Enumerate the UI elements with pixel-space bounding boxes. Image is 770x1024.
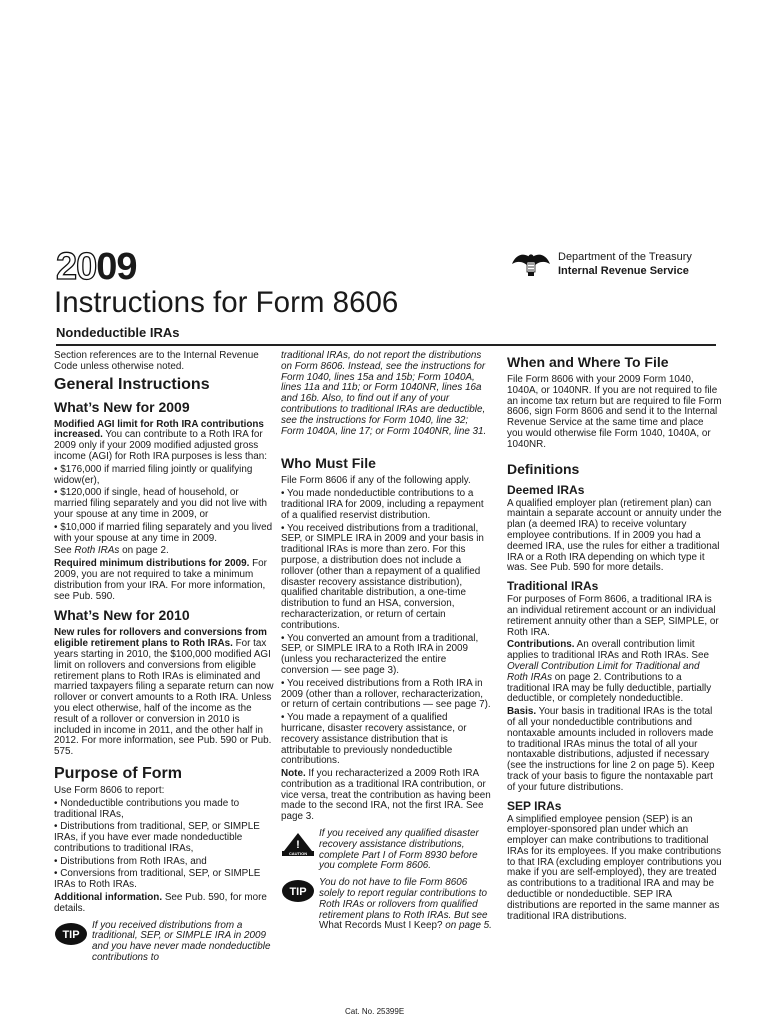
tax-year (56, 248, 137, 286)
catalog-number: Cat. No. 25399E (345, 1007, 405, 1016)
note-paragraph (281, 769, 493, 823)
who-intro: File Form 8606 if any of the following apply. (281, 475, 471, 487)
basis-text: Your basis in traditional IRAs is the total of all your nondeductible contributions and nontaxable amounts included in rollovers made to traditional IRAs minus the total of all your nontaxable distributions, adjusted if necessary (see the instructions for line 2 on page 5). Keep track of your basis to figure the nontaxable part of your future distributions. (507, 706, 715, 793)
tip-icon (54, 922, 88, 946)
agency-department: Department of the Treasury (558, 251, 692, 263)
purpose-bullet-1: • Nondeductible contributions you made to traditional IRAs, (54, 797, 240, 820)
column-middle (281, 351, 493, 932)
purpose-bullet-3: • Distributions from Roth IRAs, and (54, 855, 207, 867)
agi-limit-paragraph (54, 420, 274, 463)
purpose-intro: Use Form 8606 to report: (54, 784, 165, 796)
page-title: Instructions for Form 8606 (54, 286, 399, 319)
additional-info-text: See Pub. 590, for more details. (54, 892, 267, 914)
traditional-iras-heading: Traditional IRAs (507, 579, 599, 594)
whats-new-2009-heading: What’s New for 2009 (54, 398, 190, 415)
tax-year-outline: 20 (56, 246, 97, 288)
general-instructions-heading: General Instructions (54, 375, 210, 393)
agency-irs: Internal Revenue Service (558, 265, 689, 277)
agi-bullet-2: • $120,000 if single, head of household, or married filing separately and you did not live with your spouse at any time in 2009, or (54, 487, 267, 520)
irs-eagle-icon (510, 250, 552, 280)
deemed-iras-heading: Deemed IRAs (507, 482, 585, 497)
svg-text:!: ! (296, 839, 300, 852)
records-page: on page 5. (442, 920, 492, 932)
contributions-paragraph (507, 640, 722, 705)
caution-icon (281, 830, 315, 858)
definitions-heading: Definitions (507, 460, 580, 477)
contribution-limit-reference: Overall Contribution Limit for Traditional and Roth IRAs (507, 660, 700, 683)
rollover-text: For tax years starting in 2010, the $100,000 modified AGI limit on rollovers and conversions from eligible retirement plans to Roth IRAs is eliminated and married taxpayers filing a separate return can now rollover or convert amounts to a Roth IRA. Unless you elect otherwise, half of the income as the result of a rollover or conversion in 2010 is included in income in 2011, and the other half in 2012. For more information, see Pub. 590 or Pub. 575. (54, 638, 274, 758)
agency-block (510, 250, 750, 282)
agi-bullet-1: • $176,000 if married filing jointly or qualifying widow(er), (54, 463, 253, 486)
purpose-heading: Purpose of Form (54, 764, 183, 782)
caution-icon-label: CAUTION (288, 851, 308, 857)
whats-new-2010-heading: What’s New for 2010 (54, 607, 190, 624)
note-lead: Note. (281, 768, 306, 780)
traditional-iras-text: For purposes of Form 8606, a traditional IRA is an individual retirement account or an individual retirement annuity other than a SEP, SIMPLE, or Roth IRA. (507, 594, 719, 638)
see-roth-pre: See (54, 545, 75, 557)
column-left (54, 351, 274, 964)
rmd-text: For 2009, you are not required to take a minimum distribution from your IRA. For more information, see Pub. 590. (54, 558, 267, 602)
rmd-lead: Required minimum distributions for 2009. (54, 558, 250, 570)
note-text: If you recharacterized a 2009 Roth IRA contribution as a traditional IRA contribution, or vice versa, treat the contribution as having been made to the second IRA, not the first IRA. See page 3. (281, 768, 491, 823)
tip-text-2: You do not have to file Form 8606 solely to report regular contributions to Roth IRAs or rollovers from qualified retirement plans to Roth IRAs. But see (319, 877, 488, 921)
who-bullet-2: • You received distributions from a traditional, SEP, or SIMPLE IRA in 2009 and your basis in traditional IRAs is more than zero. For this purpose, a distribution does not include a rollover (other than a repayment of a qualified disaster recovery assistance distribution), qualified charitable distribution, a one-time distribution to fund an HSA, conversion, recharacterization, or return of certain contributions. (281, 522, 484, 631)
additional-info-paragraph (54, 893, 274, 915)
rollover-lead: New rules for rollovers and conversions from eligible retirement plans to Roth IRAs. (54, 627, 267, 650)
caution-text: If you received any qualified disaster recovery assistance distributions, complete Part I of Form 8930 before you complete Form 8606. (319, 828, 479, 872)
who-bullet-3: • You converted an amount from a traditional, SEP, or SIMPLE IRA to a Roth IRA in 2009 (unless you recharacterized the entire conversion — see page 3). (281, 632, 479, 676)
agi-limit-text: You can contribute to a Roth IRA for 2009 only if your 2009 modified adjusted gross income (AGI) for Roth IRA purposes is less than: (54, 429, 267, 462)
see-roth-reference (54, 546, 274, 557)
purpose-bullet-2: • Distributions from traditional, SEP, or SIMPLE IRAs, if you have ever made nondeductible contributions to traditional IRAs, (54, 821, 260, 854)
tip-callout-1 (54, 921, 274, 964)
intro-paragraph: Section references are to the Internal Revenue Code unless otherwise noted. (54, 350, 259, 372)
see-roth-post: on page 2. (119, 545, 169, 557)
column-right (507, 351, 722, 924)
agi-bullet-3: • $10,000 if married filing separately and you lived with your spouse at any time in 2009. (54, 521, 273, 544)
caution-callout (281, 829, 493, 872)
page-subtitle: Nondeductible IRAs (56, 325, 180, 340)
tip-icon-label: TIP (289, 886, 307, 899)
basis-lead: Basis. (507, 706, 537, 718)
who-bullet-1: • You made nondeductible contributions to a traditional IRA for 2009, including a repayment of a qualified reservist distribution. (281, 488, 484, 521)
contributions-text-1: An overall contribution limit applies to traditional IRAs and Roth IRAs. See (507, 639, 709, 662)
who-bullet-5: • You made a repayment of a qualified hurricane, disaster recovery assistance, or recovery assistance distribution that is attributable to previously nondeductible contributions. (281, 712, 467, 767)
title-divider (56, 344, 716, 346)
tip-callout-2 (281, 878, 493, 932)
agi-limit-lead: Modified AGI limit for Roth IRA contributions increased. (54, 418, 264, 441)
records-reference: What Records Must I Keep? (319, 920, 443, 932)
contributions-text-2: on page 2. Contributions to a traditional IRA may be fully deductible, partially deductible, or completely nondeductible. (507, 671, 712, 705)
who-must-file-heading: Who Must File (281, 455, 376, 472)
tip-text-1: If you received distributions from a traditional, SEP, or SIMPLE IRA in 2009 and you have never made nondeductible contributions to (92, 919, 271, 964)
deemed-iras-text: A qualified employer plan (retirement plan) can maintain a separate account or annuity under the plan (a deemed IRA) to receive voluntary employee contributions. If in 2009 you had a deemed IRA, use the rules for either a traditional IRA or a Roth IRA depending on which type it was. See Pub. 590 for more details. (507, 497, 722, 574)
rollover-paragraph (54, 628, 274, 758)
when-where-text: File Form 8606 with your 2009 Form 1040, 1040A, or 1040NR. If you are not required to file an income tax return but are required to file Form 8606, sign Form 8606 and send it to the Internal Revenue Service at the same time and place you would otherwise file Form 1040, 1040A, or 1040NR. (507, 374, 722, 450)
rmd-paragraph (54, 559, 274, 602)
tip-icon-label: TIP (62, 928, 80, 941)
who-bullet-4: • You received distributions from a Roth IRA in 2009 (other than a rollover, recharacterization, or return of certain contributions — see page 7). (281, 677, 491, 711)
contributions-lead: Contributions. (507, 639, 575, 651)
additional-info-lead: Additional information. (54, 892, 163, 904)
when-where-heading: When and Where To File (507, 354, 669, 370)
tip-icon (281, 879, 315, 903)
basis-paragraph (507, 707, 722, 793)
see-roth-link: Roth IRAs (74, 545, 120, 557)
tip-continuation: traditional IRAs, do not report the distributions on Form 8606. Instead, see the instructions for Form 1040, lines 15a and 15b; Form 1040A, lines 11a and 11b; or Form 1040NR, lines 16a and 16b. Also, to find out if any of your contributions to traditional IRAs are deductible, see the instructions for Form 1040, line 32; Form 1040A, line 17; or Form 1040NR, line 31. (281, 350, 487, 437)
tax-year-solid: 09 (96, 246, 137, 288)
purpose-bullet-4: • Conversions from traditional, SEP, or SIMPLE IRAs to Roth IRAs. (54, 868, 261, 891)
sep-iras-heading: SEP IRAs (507, 798, 562, 813)
sep-iras-text: A simplified employee pension (SEP) is an employer-sponsored plan under which an employer can make contributions to traditional IRAs for its employees. If you make contributions to that IRA (excluding employer contributions you make if you are self-employed), they are treated as contributions to a traditional IRA and may be deductible or nondeductible. SEP IRA distributions are reported in the same manner as traditional IRA distributions. (507, 813, 722, 922)
